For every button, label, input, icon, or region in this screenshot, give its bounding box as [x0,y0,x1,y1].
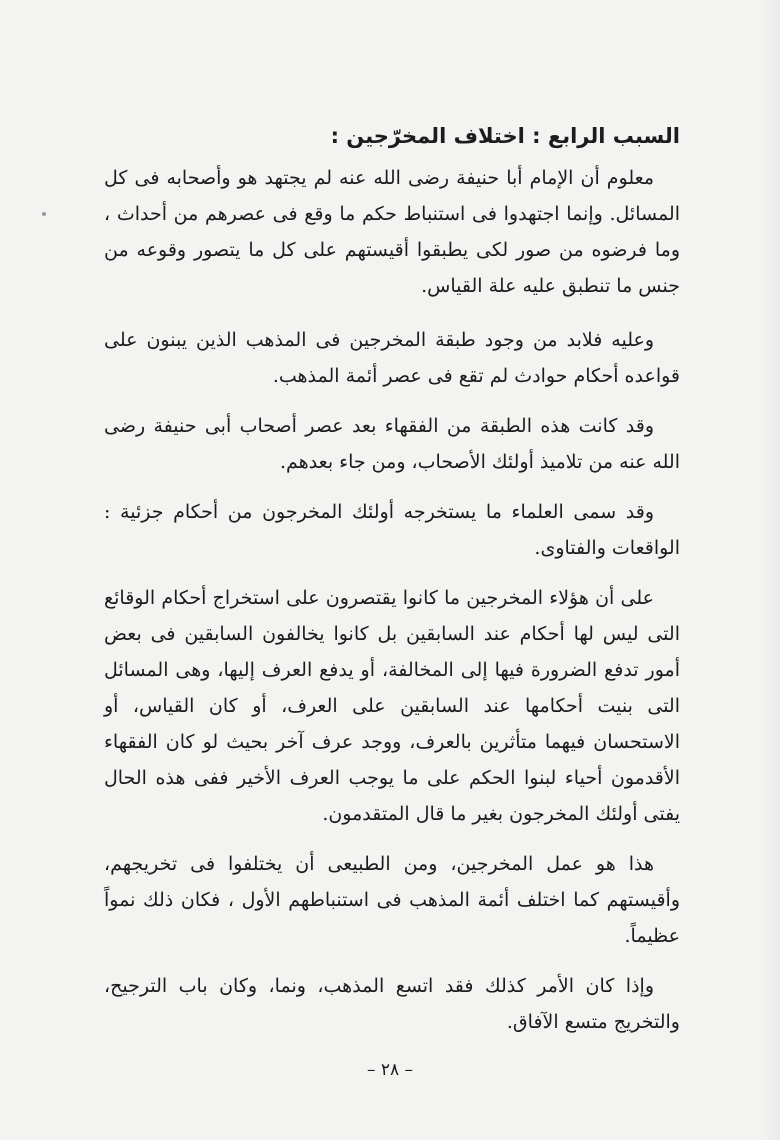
paragraph-7: وإذا كان الأمر كذلك فقد اتسع المذهب، ونما، وكان باب الترجيح، والتخريج متسع الآفاق. [104,975,680,1033]
section-heading: السبب الرابع : اختلاف المخرّجين : [330,124,680,148]
paragraph-5: على أن هؤلاء المخرجين ما كانوا يقتصرون على استخراج أحكام الوقائع التى ليس لها أحكام عند السابقين بل كانوا يخالفون السابقين فى بعض أمور تدفع الضرورة فيها إلى المخالفة، أو يدفع العرف إليها، وهى المسائل التى بنيت أحكامها عند السابقين على العرف، أو كان القياس، أو الاستحسان فيهما متأثرين بالعرف، ووجد عرف آخر بحيث لو كان الفقهاء الأقدمون أحياء لبنوا الحكم على ما يوجب العرف الأخير ففى هذه الحال يفتى أولئك المخرجون بغير ما قال المتقدمون. [104,587,680,825]
paragraph-4: وقد سمى العلماء ما يستخرجه أولئك المخرجون من أحكام جزئية : الواقعات والفتاوى. [104,501,680,559]
paragraph-3: وقد كانت هذه الطبقة من الفقهاء بعد عصر أصحاب أبى حنيفة رضى الله عنه من تلاميذ أولئك الأصحاب، ومن جاء بعدهم. [104,415,680,473]
paragraph-1: معلوم أن الإمام أبا حنيفة رضى الله عنه لم يجتهد هو وأصحابه فى كل المسائل. وإنما اجتهدوا فى استنباط حكم ما وقع فى عصرهم من أحداث ، وما فرضوه من صور لكى يطبقوا أقيستهم على كل ما يتصور وقوعه من جنس ما تنطبق عليه علة القياس. [104,167,680,297]
paragraph-6: هذا هو عمل المخرجين، ومن الطبيعى أن يختلفوا فى تخريجهم، وأقيستهم كما اختلف أئمة المذهب فى استنباطهم الأول ، فكان ذلك نمواً عظيماً. [104,853,680,947]
margin-speck [42,212,46,216]
text-block [104,118,680,1054]
page-number: – ٢٨ – [366,1060,414,1080]
paragraph-2: وعليه فلابد من وجود طبقة المخرجين فى المذهب الذين يبنون على قواعده أحكام حوادث لم تقع فى عصر أئمة المذهب. [104,329,680,387]
page-edge-shadow [762,0,780,1140]
